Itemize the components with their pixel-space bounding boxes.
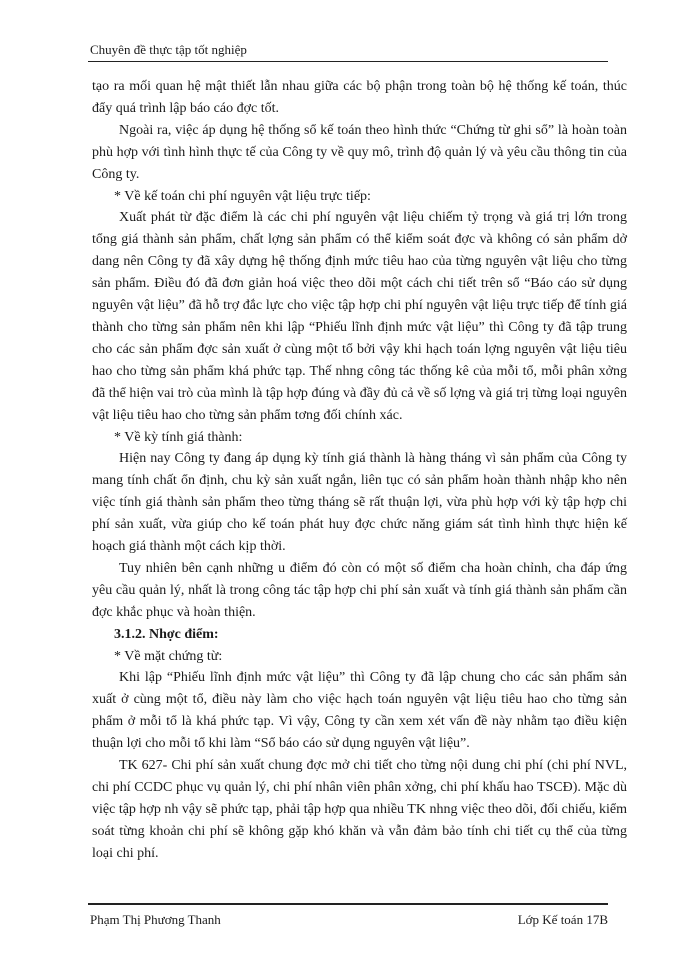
paragraph-10: TK 627- Chi phí sản xuất chung đợc mở chi tiết cho từng nội dung chi phí (chi phí NVL, chi phí CCDC phục vụ quản lý, chi phí nhân viên phân xởng, chi phí khấu hao TSCĐ). Mặc dù việc tập hợp nh vậy sẽ phức tạp, phải tập hợp qua nhiều TK nhng việc theo dõi, đối chiếu, kiểm soát từng khoản chi phí sẽ không gặp khó khăn và vẫn đảm bảo tính chi tiết cụ thể của từng loại chi phí. bbox=[92, 758, 627, 861]
paragraph-4: Xuất phát từ đặc điểm là các chi phí nguyên vật liệu chiếm tỷ trọng và giá trị lớn trong tổng giá thành sản phẩm, chất lợng sản phẩm có thể kiểm soát đợc và không có sản phẩm dở dang nên Công ty đã xây dựng hệ thống định mức tiêu hao của từng nguyên vật liệu cho từng sản phẩm. Điều đó đã đơn giản hoá việc theo dõi một cách chi tiết trên sổ “Báo cáo sử dụng nguyên vật liệu” đã hỗ trợ đắc lực cho việc tập hợp chi phí nguyên vật liệu trực tiếp để tính giá thành cho từng sản phẩm nên khi lập “Phiếu lĩnh định mức vật liệu” thì Công ty đã tập trung cho các sản phẩm đợc sản xuất ở cùng một tổ bởi vậy khi hạch toán lợng nguyên vật liệu tiêu hao cho từng sản phẩm khá phức tạp. Thế nhng công tác thống kê của mỗi tổ, mỗi phân xởng đã thể hiện vai trò của mình là tập hợp đúng và đầy đủ cả về số lợng và giá trị từng loại nguyên vật liệu tiêu hao cho từng sản phẩm tơng đối chính xác. bbox=[92, 210, 627, 423]
footer-author: Phạm Thị Phương Thanh bbox=[90, 912, 221, 927]
paragraph-7: Tuy nhiên bên cạnh những u điểm đó còn có một số điểm cha hoàn chỉnh, cha đáp ứng yêu cầu quản lý, nhất là trong công tác tập hợp chi phí sản xuất và tính giá thành sản phẩm cần đợc khắc phục và hoàn thiện. bbox=[92, 560, 627, 620]
page-header-title: Chuyên đề thực tập tốt nghiệp bbox=[90, 42, 247, 57]
footer-divider bbox=[88, 903, 608, 905]
paragraph-2: Ngoài ra, việc áp dụng hệ thống sổ kế toán theo hình thức “Chứng từ ghi sổ” là hoàn toàn phù hợp với tình hình thực tế của Công ty về quy mô, trình độ quản lý và yêu cầu thông tin của Công ty. bbox=[92, 122, 627, 182]
paragraph-6: Hiện nay Công ty đang áp dụng kỳ tính giá thành là hàng tháng vì sản phẩm của Công ty mang tính chất ổn định, chu kỳ sản xuất ngắn, liên tục có sản phẩm hoàn thành nhập kho nên việc tính giá thành sản phẩm theo từng tháng sẽ rất thuận lợi, vừa phù hợp với kỳ tập hợp chi phí sản xuất, vừa giúp cho kế toán phát huy đợc chức năng giám sát tình hình thực hiện kế hoạch giá thành một cách kịp thời. bbox=[92, 451, 627, 555]
section-note-costing-period: * Về kỳ tính giá thành: bbox=[114, 429, 243, 445]
footer-class: Lớp Kế toán 17B bbox=[517, 912, 608, 927]
section-heading: 3.1.2. Nhợc điểm: bbox=[114, 626, 219, 642]
section-note-documents: * Về mặt chứng từ: bbox=[114, 648, 223, 664]
document-body bbox=[92, 76, 627, 865]
paragraph-9: Khi lập “Phiếu lĩnh định mức vật liệu” thì Công ty đã lập chung cho các sản phẩm sản xuất ở cùng một tổ, điều này làm cho việc hạch toán nguyên vật liệu tiêu hao cho từng sản phẩm ở mỗi tổ là khá phức tạp. Vì vậy, Công ty cần xem xét vấn đề này nhằm tạo điều kiện thuận lợi cho mỗi tổ khi làm “Sổ báo cáo sử dụng nguyên vật liệu”. bbox=[92, 670, 627, 752]
header-divider bbox=[88, 61, 608, 62]
section-note-material-cost: * Về kế toán chi phí nguyên vật liệu trực tiếp: bbox=[114, 188, 371, 204]
paragraph-1: tạo ra mối quan hệ mật thiết lẫn nhau giữa các bộ phận trong toàn bộ hệ thống kế toán, thúc đẩy quá trình lập báo cáo đợc tốt. bbox=[92, 79, 627, 116]
